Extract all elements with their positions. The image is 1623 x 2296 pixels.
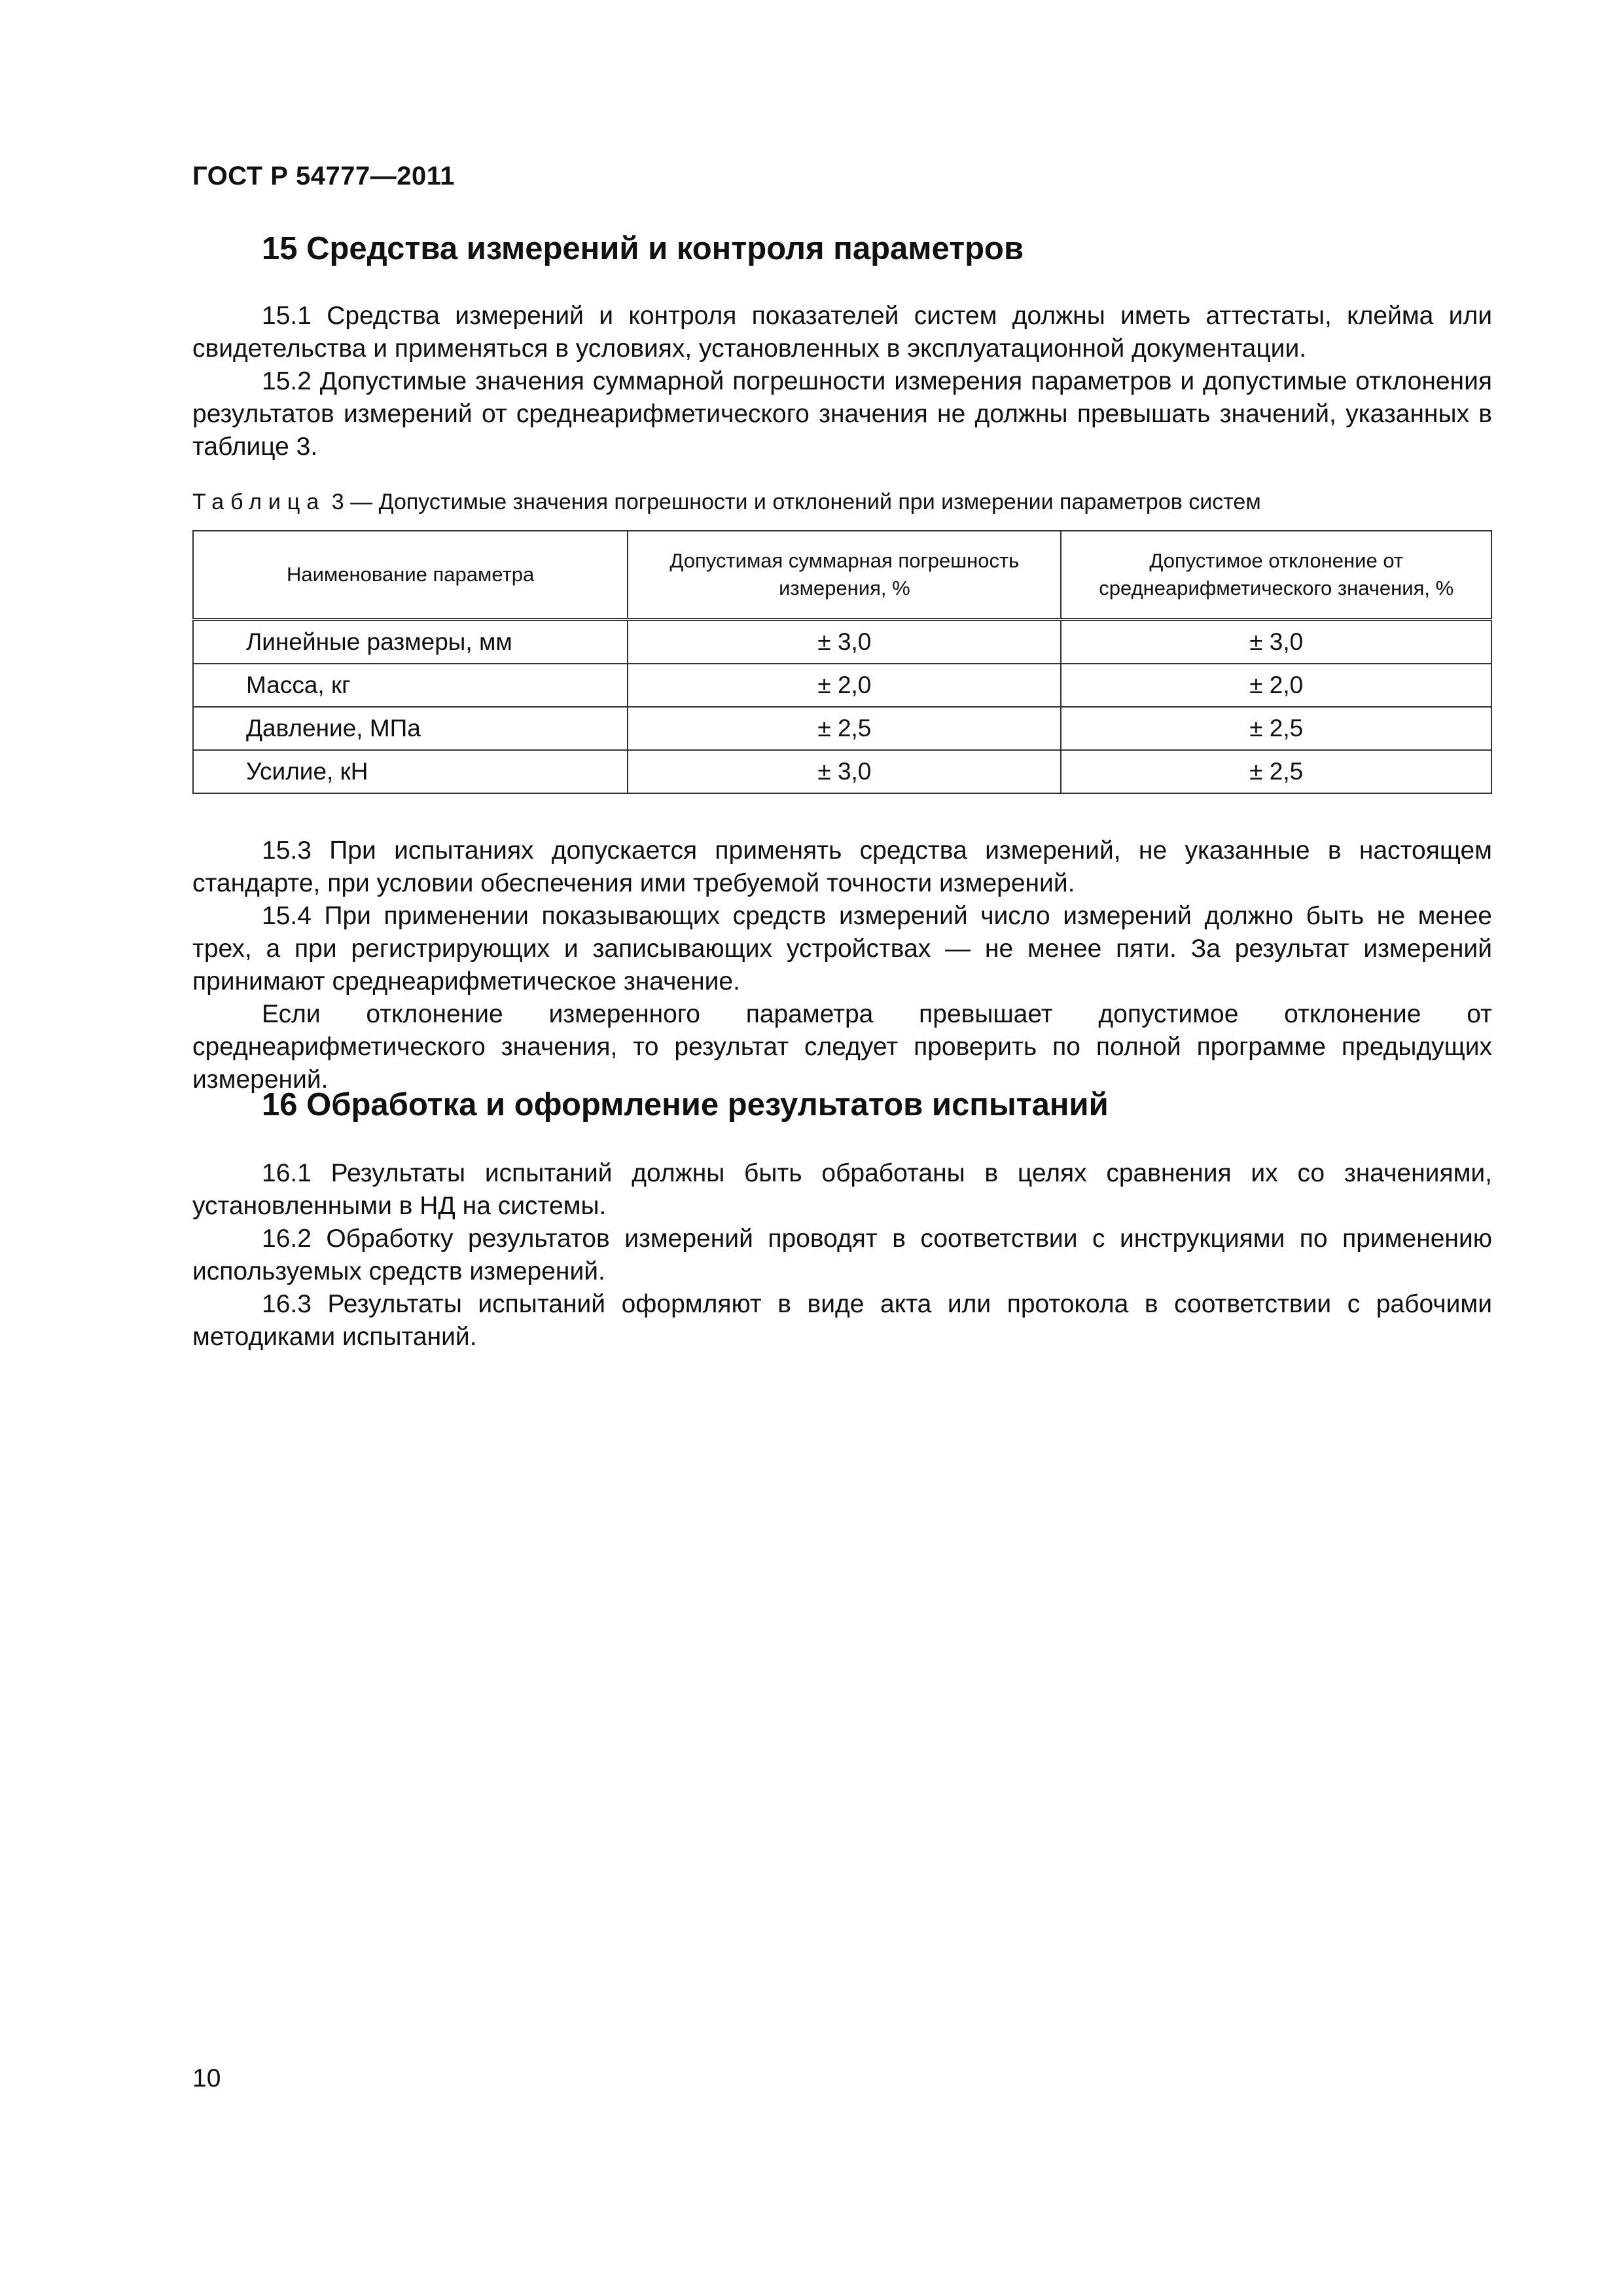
paragraph-15-4: 15.4 При применении показывающих средств измерений число измерений должно быть не менее трех, а при регистрирующих и записывающих устройствах — не менее пяти. За результат измерений принимают среднеарифметическое значение.: [192, 902, 1492, 996]
cell-parameter-name: Давление, МПа: [193, 707, 628, 750]
cell-parameter-name: Линейные размеры, мм: [193, 620, 628, 664]
table-row: [193, 750, 1491, 793]
paragraph-16-1: 16.1 Результаты испытаний должны быть обработаны в целях сравнения их со значениями, установленными в НД на системы.: [192, 1159, 1492, 1220]
section-16-paragraphs: [192, 1157, 1492, 1354]
cell-deviation: ± 2,5: [1061, 750, 1491, 793]
paragraph-15-1: 15.1 Средства измерений и контроля показателей систем должны иметь аттестаты, клейма или свидетельства и применяться в условиях, установленных в эксплуатационной документации.: [192, 302, 1492, 363]
section-15-paragraphs-bottom: [192, 834, 1492, 1096]
section-15-paragraphs-top: [192, 300, 1492, 463]
page-number: 10: [192, 2064, 221, 2092]
table-caption-text: 3 — Допустимые значения погрешности и отклонений при измерении параметров систем: [331, 490, 1261, 514]
table-header-row: [193, 531, 1491, 620]
cell-total-error: ± 2,0: [628, 664, 1061, 707]
cell-deviation: ± 2,5: [1061, 707, 1491, 750]
cell-deviation: ± 3,0: [1061, 620, 1491, 664]
header-deviation: Допустимое отклонение от среднеарифметического значения, %: [1061, 531, 1491, 620]
paragraph-15-4-cont: Если отклонение измеренного параметра превышает допустимое отклонение от среднеарифметического значения, то результат следует проверить по полной программе предыдущих измерений.: [192, 1000, 1492, 1094]
cell-parameter-name: Усилие, кН: [193, 750, 628, 793]
section-16-title: 16 Обработка и оформление результатов испытаний: [262, 1087, 1109, 1122]
table-caption-label: Таблица: [192, 490, 326, 514]
table-row: [193, 707, 1491, 750]
cell-total-error: ± 3,0: [628, 750, 1061, 793]
table-row: [193, 664, 1491, 707]
cell-deviation: ± 2,0: [1061, 664, 1491, 707]
cell-total-error: ± 2,5: [628, 707, 1061, 750]
document-id-header: ГОСТ Р 54777—2011: [192, 162, 455, 190]
cell-total-error: ± 3,0: [628, 620, 1061, 664]
paragraph-16-2: 16.2 Обработку результатов измерений проводят в соответствии с инструкциями по применению используемых средств измерений.: [192, 1225, 1492, 1285]
header-parameter-name: Наименование параметра: [193, 531, 628, 620]
header-total-error: Допустимая суммарная погрешность измерения, %: [628, 531, 1061, 620]
paragraph-15-3: 15.3 При испытаниях допускается применять средства измерений, не указанные в настоящем стандарте, при условии обеспечения ими требуемой точности измерений.: [192, 836, 1492, 897]
section-15-title: 15 Средства измерений и контроля параметров: [262, 231, 1024, 266]
table-3-caption: [192, 490, 1261, 515]
cell-parameter-name: Масса, кг: [193, 664, 628, 707]
table-row: [193, 620, 1491, 664]
table-3: [192, 530, 1492, 794]
paragraph-15-2: 15.2 Допустимые значения суммарной погрешности измерения параметров и допустимые отклонения результатов измерений от среднеарифметического значения не должны превышать значений, указанных в таблице 3.: [192, 367, 1492, 461]
paragraph-16-3: 16.3 Результаты испытаний оформляют в виде акта или протокола в соответствии с рабочими методиками испытаний.: [192, 1290, 1492, 1351]
